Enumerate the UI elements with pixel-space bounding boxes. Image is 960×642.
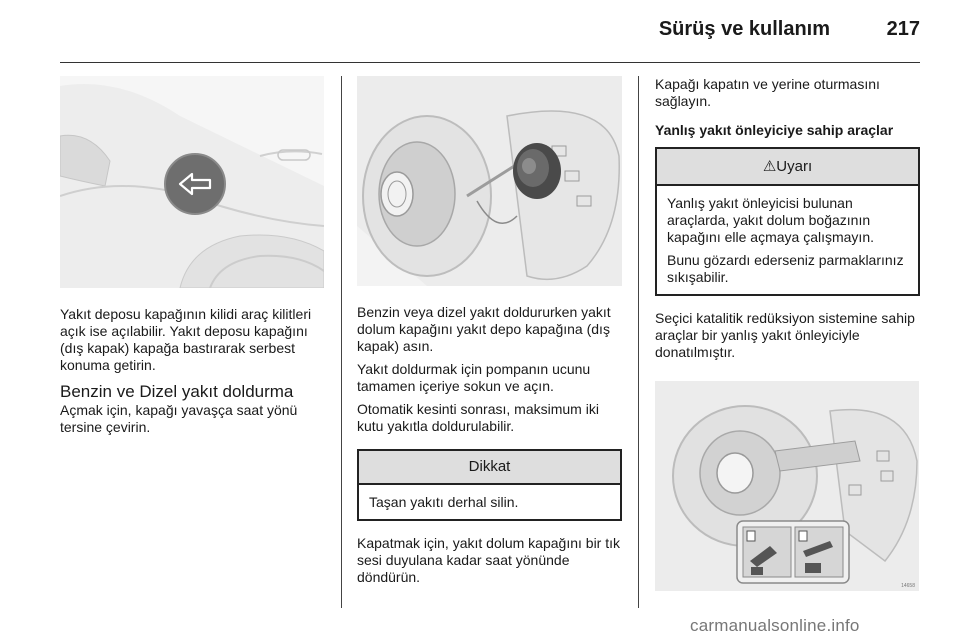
column-1 [60,76,324,436]
close-door-text: Kapağı kapatın ve yerine oturmasını sağlayın. [655,76,880,109]
misfuel-inhibitor-illustration [655,381,919,591]
insert-nozzle-text: Yakıt doldurmak için pompanın ucunu tamamen içeriye sokun ve açın. [357,361,591,394]
fuel-door-exterior-illustration [60,76,324,288]
close-cap-text: Kapatmak için, yakıt dolum kapağını bir tık sesi duyulana kadar saat yönünde döndürün. [357,535,621,585]
page-number: 217 [886,18,920,40]
image-code: 14658 [901,583,915,589]
warning-box [655,147,920,296]
section-heading: Benzin ve Dizel yakıt doldurma [60,382,294,401]
notice-box [357,449,622,521]
warning-header [657,149,918,186]
fuel-type-label [737,521,849,583]
car-rear-side-drawing [60,76,324,288]
watermark: carmanualsonline.info [690,616,860,635]
column-2 [357,76,622,586]
warning-body [657,186,918,294]
misfuel-subheading: Yanlış yakıt önleyiciye sahip araçlar [655,122,894,138]
misfuel-inhibitor-drawing [655,381,919,591]
page-header [60,0,920,63]
section-title: Sürüş ve kullanım [658,18,830,40]
warning-title: Uyarı [776,158,813,175]
fuel-door-press-icon [165,154,225,214]
fuel-cap [513,143,561,199]
fuel-door-unlock-text: Yakıt deposu kapağının kilidi araç kilitleri açık ise açılabilir. Yakıt deposu kapağını (dış kapak) kapağa bastırarak serbest konuma getirin. [60,306,312,373]
notice-body [359,485,620,519]
fuel-filler-neck [363,116,491,276]
open-cap-instruction: Açmak için, kapağı yavaşça saat yönü tersine çevirin. [60,402,298,435]
open-fuel-door-drawing [357,76,622,286]
warning-triangle-icon: ⚠ [762,158,777,175]
warning-text-1: Yanlış yakıt önleyicisi bulunan araçlarda, yakıt dolum boğazının kapağını elle açmaya çalışmayın. [667,195,874,245]
hang-cap-text: Benzin veya dizel yakıt doldururken yakıt dolum kapağını yakıt depo kapağına (dış kapak) asın. [357,304,611,354]
column-divider-right [638,76,639,608]
column-divider-left [341,76,342,608]
notice-title: Dikkat [359,451,620,485]
warning-text-2: Bunu gözardı ederseniz parmaklarınız sıkışabilir. [667,252,904,285]
auto-cutoff-text: Otomatik kesinti sonrası, maksimum iki kutu yakıtla doldurulabilir. [357,401,599,434]
notice-text: Taşan yakıtı derhal silin. [369,494,519,510]
scr-misfuel-text: Seçici katalitik redüksiyon sistemine sahip araçlar bir yanlış yakıt önleyiciyle donatılmıştır. [655,310,915,360]
fuel-cap-illustration [357,76,622,286]
column-3 [655,76,920,591]
